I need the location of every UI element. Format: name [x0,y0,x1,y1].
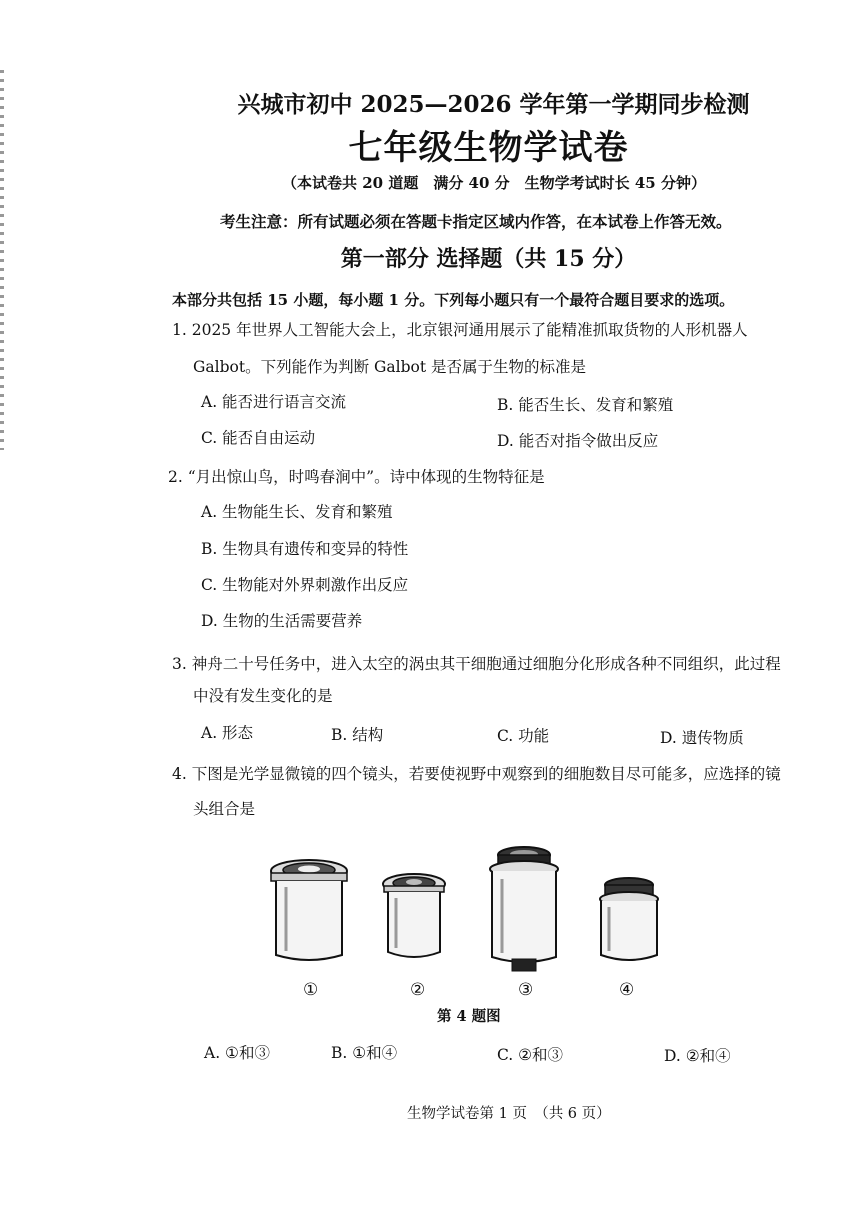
exam-info: （本试卷共 20 道题 满分 40 分 生物学考试时长 45 分钟） [282,174,706,192]
q1-stem-line2: Galbot。下列能作为判断 Galbot 是否属于生物的标准是 [193,358,586,376]
lens-label-2: ② [410,980,426,1000]
page-footer: 生物学试卷第 1 页 （共 6 页） [407,1106,611,1122]
part1-heading: 第一部分 选择题（共 15 分） [340,246,637,272]
q2-option-d: D. 生物的生活需要营养 [201,612,363,630]
q1-option-c: C. 能否自由运动 [201,429,316,447]
q2-option-a: A. 生物能生长、发育和繁殖 [201,503,393,521]
q3-stem-line1: 3. 神舟二十号任务中，进入太空的涡虫其干细胞通过细胞分化形成各种不同组织，此过程 [172,655,781,673]
part1-instructions: 本部分共包括 15 小题，每小题 1 分。下列每小题只有一个最符合题目要求的选项。 [172,291,735,309]
q3-option-a: A. 形态 [201,724,254,742]
q4-stem-line2: 头组合是 [193,800,256,818]
exam-title: 兴城市初中 2025—2026 学年第一学期同步检测 [237,91,750,118]
q4-option-b: B. ①和④ [331,1044,398,1062]
q4-option-d: D. ②和④ [664,1047,731,1065]
q4-option-a: A. ①和③ [204,1044,270,1062]
eyepiece-lens-4-image [597,875,661,965]
q1-option-d: D. 能否对指令做出反应 [497,432,659,450]
q3-option-c: C. 功能 [497,727,550,745]
q1-option-b: B. 能否生长、发育和繁殖 [497,396,674,414]
q3-option-b: B. 结构 [331,726,384,744]
q2-option-c: C. 生物能对外界刺激作出反应 [201,576,409,594]
objective-lens-2-image [380,870,448,962]
q2-option-b: B. 生物具有遗传和变异的特性 [201,540,409,558]
q2-stem: 2. “月出惊山鸟，时鸣春涧中”。诗中体现的生物特征是 [168,468,545,486]
q3-option-d: D. 遗传物质 [660,729,744,747]
q1-option-a: A. 能否进行语言交流 [201,393,347,411]
q4-option-c: C. ②和③ [497,1046,564,1064]
lens-label-3: ③ [518,980,534,1000]
candidate-notice: 考生注意：所有试题必须在答题卡指定区域内作答，在本试卷上作答无效。 [220,212,732,231]
q3-stem-line2: 中没有发生变化的是 [193,687,333,705]
objective-lens-3-image [487,845,561,975]
figure-caption: 第 4 题图 [437,1008,501,1025]
q4-stem-line1: 4. 下图是光学显微镜的四个镜头，若要使视野中观察到的细胞数目尽可能多，应选择的镜 [172,765,781,783]
lens-label-1: ① [303,980,319,1000]
lens-label-4: ④ [619,980,635,1000]
exam-subject-title: 七年级生物学试卷 [348,128,629,168]
objective-lens-1-image [266,857,352,965]
q1-stem-line1: 1. 2025 年世界人工智能大会上，北京银河通用展示了能精准抓取货物的人形机器人 [172,321,748,339]
